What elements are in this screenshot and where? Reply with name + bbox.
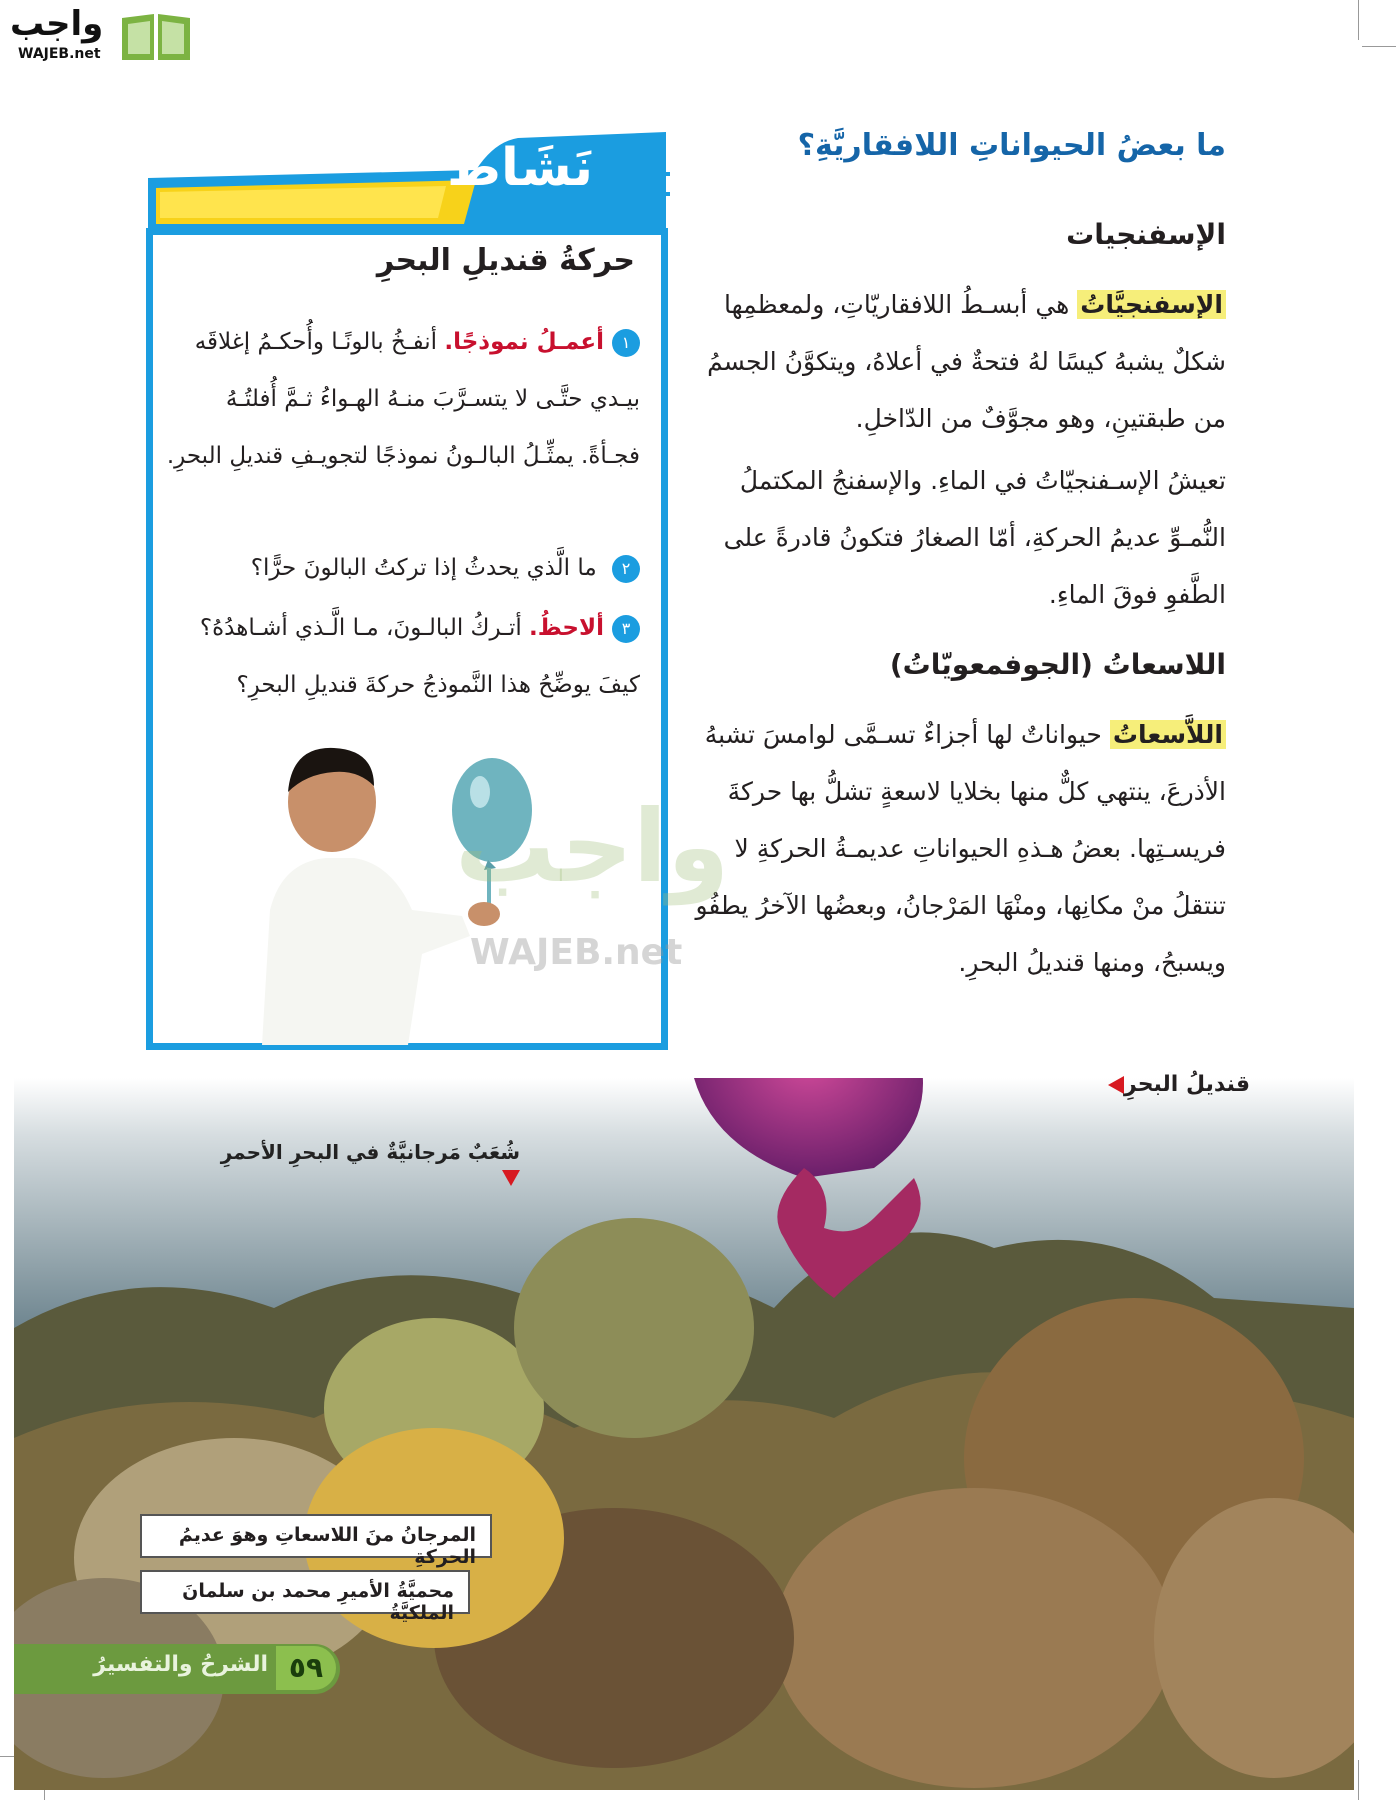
activity-step-3 <box>160 600 640 714</box>
sponges-paragraph-2: تعيشُ الإسـفنجيّاتُ في الماءِ. والإسفنجُ المكتملُ النُّمـوِّ عديمُ الحركةِ، أمّا الصغارُ فتكونُ قادرةً على الطَّفوِ فوقَ الماءِ. <box>723 466 1226 609</box>
cnidarians-paragraph <box>686 706 1226 991</box>
activity-tab-label: نَشَاطُ <box>447 138 593 198</box>
step-text: أنفـخُ بالونًـا وأُحكـمُ إغلاقَه بيـدي حتَّـى لا يتسـرَّبَ منـهُ الهـواءُ ثـمَّ أُفلتُـهُ فجـأةً. يمثِّـلُ البالـونُ نموذجًا لتجويـفِ قنديلِ البحرِ. <box>166 329 640 469</box>
cnidarians-heading: اللاسعاتُ (الجوفمعويّاتُ) <box>889 648 1226 681</box>
step-keyword: ألاحظُ. <box>529 615 604 641</box>
activity-title: حركةُ قنديلِ البحرِ <box>376 243 635 278</box>
crop-mark <box>1358 0 1359 40</box>
book-icon <box>118 10 194 64</box>
coral-reef-label <box>210 1140 520 1188</box>
activity-step-1 <box>160 314 640 485</box>
pointer-triangle-icon <box>502 1170 520 1186</box>
coral-reef-label-text: شُعَبٌ مَرجانيَّةٌ في البحرِ الأحمرِ <box>220 1140 520 1164</box>
step-number: ٢ <box>612 555 640 583</box>
watermark-arabic: واجب <box>455 788 730 905</box>
coral-caption: المرجانُ منَ اللاسعاتِ وهوَ عديمُ الحركةِ <box>140 1514 492 1558</box>
sponges-paragraph-1 <box>686 276 1226 447</box>
sponges-paragraph-1-text: هي أبسـطُ اللافقاريّاتِ، ولمعظمِها شكلٌ يشبهُ كيسًا لهُ فتحةٌ في أعلاهُ، ويتكوَّنُ الجسمُ من طبقتينِ، وهو مجوَّفٌ من الدّاخلِ. <box>707 290 1226 433</box>
page-number: ٥٩ <box>288 1651 324 1684</box>
jellyfish-label <box>1040 1072 1250 1097</box>
cnidarians-term: اللاَّسعاتُ <box>1110 720 1226 749</box>
cnidarians-paragraph-text: حيواناتٌ لها أجزاءٌ تسـمَّى لوامسَ تشبهُ الأذرعَ، ينتهي كلٌّ منها بخلايا لاسعةٍ تشلُّ بها حركةَ فريسـتِها. بعضُ هـذهِ الحيواناتِ عديمـةُ الحركةِ لا تنتقلُ منْ مكانِها، ومنْهَا المَرْجانُ، وبعضُها الآخرُ يطفُو ويسبحُ، ومنها قنديلُ البحرِ. <box>695 720 1226 977</box>
pointer-triangle-icon <box>1108 1076 1124 1094</box>
reserve-caption: محميَّةُ الأميرِ محمد بن سلمانَ الملكيَّةُ <box>140 1570 470 1614</box>
step-text: ما الَّذي يحدثُ إذا تركتُ البالونَ حرًّا؟ <box>250 555 597 581</box>
footer-section-title: الشرحُ والتفسيرُ <box>93 1652 268 1677</box>
crop-mark <box>1358 1760 1359 1800</box>
jellyfish-label-text: قنديلُ البحرِ <box>1124 1072 1250 1097</box>
activity-step-2 <box>160 540 640 597</box>
section-question-title: ما بعضُ الحيواناتِ اللافقاريَّةِ؟ <box>797 128 1226 163</box>
step-number: ٣ <box>612 615 640 643</box>
logo-arabic: واجب <box>10 4 104 44</box>
crop-mark <box>1362 46 1396 47</box>
site-logo[interactable] <box>10 4 190 68</box>
step-number: ١ <box>612 329 640 357</box>
watermark-latin: WAJEB.net <box>470 932 683 973</box>
step-text: أتـركُ البالـونَ، مـا الَّـذي أشـاهدُهُ؟ كيفَ يوضِّحُ هذا النَّموذجُ حركةَ قنديلِ البحرِ؟ <box>199 615 640 698</box>
sponges-term: الإسفنجيَّاتُ <box>1077 290 1226 319</box>
logo-latin: WAJEB.net <box>18 46 101 62</box>
step-keyword: أعمـلُ نموذجًا. <box>444 329 604 355</box>
sponges-heading: الإسفنجيات <box>1066 218 1226 251</box>
